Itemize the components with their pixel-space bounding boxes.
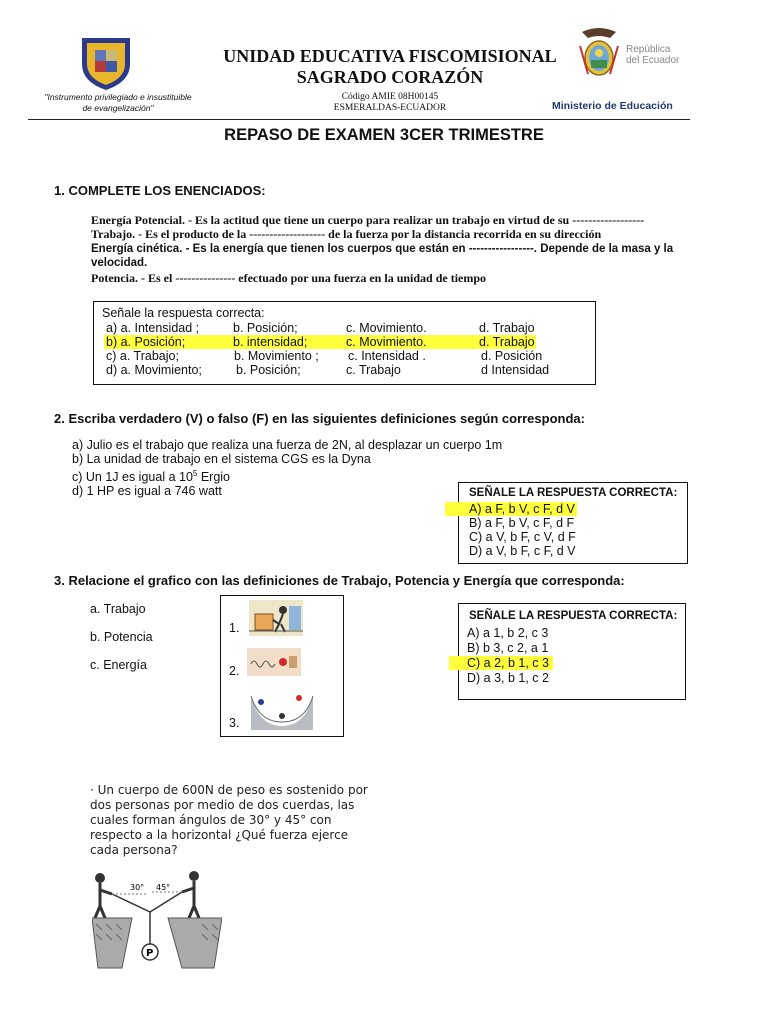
tension-diagram	[92, 864, 222, 974]
picture-number-2: 2.	[229, 664, 240, 678]
q2-statement-c: c) Un 1J es igual a $10^5$ Ergio	[72, 468, 231, 484]
q3-option-a[interactable]: A) a 1, b 2, c 3	[467, 626, 549, 640]
school-name-line1: UNIDAD EDUCATIVA FISCOMISIONAL	[223, 46, 557, 66]
q1-definition-1: Energía Potencial. - Es la actitud que tiene un cuerpo para realizar un trabajo en virtud de su ------------------	[91, 213, 645, 227]
q2-option-c[interactable]: C) a V, b F, c V, d F	[469, 530, 576, 544]
q2-answer-box-title: SEÑALE LA RESPUESTA CORRECTA:	[469, 487, 678, 499]
work-illustration	[249, 600, 303, 636]
amie-code: Código AMIE 08H00145	[341, 92, 439, 102]
physics-problem-text: · Un cuerpo de 600N de peso es sostenido por dos personas por medio de dos cuerdas, las cuales forman ángulos de 30° y 45° con respecto a la horizontal ¿Qué fuerza ejerce cada persona?	[90, 783, 368, 857]
school-shield-logo	[78, 34, 134, 92]
angle-30-label: 30°	[130, 883, 145, 892]
q2-heading: 2. Escriba verdadero (V) o falso (F) en las siguientes definiciones según corresponda:	[54, 411, 585, 426]
republica-ecuador-text: República del Ecuador	[626, 44, 680, 66]
q1-option-d[interactable]: d) a. Movimiento; b. Posición; c. Trabajo d Intensidad	[106, 363, 550, 377]
q3-term-trabajo: a. Trabajo	[90, 602, 146, 616]
ministry-name: Ministerio de Educación	[552, 100, 673, 112]
q3-answer-box-title: SEÑALE LA RESPUESTA CORRECTA:	[469, 610, 678, 622]
picture-number-1: 1.	[229, 621, 240, 635]
q2-statement-a: a) Julio es el trabajo que realiza una fuerza de 2N, al desplazar un cuerpo 1m	[72, 438, 503, 452]
q1-definition-4: Potencia. - Es el --------------- efectuado por una fuerza en la unidad de tiempo	[91, 271, 487, 285]
q3-term-energia: c. Energía	[90, 658, 147, 672]
q3-option-c[interactable]: C) a 2, b 1, c 3	[449, 656, 553, 670]
page-title: REPASO DE EXAMEN 3CER TRIMESTRE	[224, 126, 544, 144]
ecuador-coat-of-arms-icon	[574, 26, 624, 82]
q1-answer-box	[93, 301, 596, 385]
weight-label: P	[146, 948, 154, 959]
q2-statement-d: d) 1 HP es igual a 746 watt	[72, 483, 222, 498]
q3-option-b[interactable]: B) b 3, c 2, a 1	[467, 641, 549, 655]
q2-answer-box	[458, 482, 688, 564]
q1-heading: 1. COMPLETE LOS ENENCIADOS:	[54, 183, 266, 198]
q3-heading: 3. Relacione el grafico con las definiciones de Trabajo, Potencia y Energía que corresponda:	[54, 573, 625, 588]
q1-definition-2: Trabajo. - Es el producto de la ------------------- de la fuerza por la distancia recorrida en su dirección	[91, 227, 602, 241]
q1-answer-box-title: Señale la respuesta correcta:	[102, 306, 265, 320]
q1-option-b[interactable]: b) a. Posición; b. intensidad; c. Movimiento. d. Trabajo	[106, 335, 535, 349]
q2-option-d[interactable]: D) a V, b F, c F, d V	[469, 544, 576, 558]
school-name-line2: SAGRADO CORAZÓN	[296, 67, 484, 87]
q2-statement-b: b) La unidad de trabajo en el sistema CGS es la Dyna	[72, 451, 371, 466]
q3-pictures-box	[220, 595, 344, 737]
q1-option-c[interactable]: c) a. Trabajo; b. Movimiento ; c. Intensidad . d. Posición	[106, 349, 543, 363]
q1-definition-3-cont: velocidad.	[91, 257, 148, 269]
q2-option-a[interactable]: A) a F, b V, c F, d V	[445, 502, 577, 516]
q3-term-potencia: b. Potencia	[90, 630, 153, 644]
header-divider	[28, 119, 690, 120]
q1-option-a[interactable]: a) a. Intensidad ; b. Posición; c. Movimiento. d. Trabajo	[106, 321, 535, 335]
energy-illustration	[249, 690, 315, 730]
power-illustration	[247, 648, 301, 676]
q1-definition-3: Energía cinética. - Es la energía que tienen los cuerpos que están en -----------------. Depende de la masa y la	[91, 243, 674, 255]
angle-45-label: 45°	[156, 883, 171, 892]
q3-answer-box	[458, 603, 686, 700]
school-motto: "Instrumento privilegiado e insustituible de evangelización"	[44, 92, 192, 113]
q2-option-b[interactable]: B) a F, b V, c F, d F	[469, 516, 575, 530]
location: ESMERALDAS-ECUADOR	[333, 103, 447, 113]
q3-option-d[interactable]: D) a 3, b 1, c 2	[467, 671, 549, 685]
picture-number-3: 3.	[229, 716, 240, 730]
q2-statement-list	[72, 439, 502, 498]
